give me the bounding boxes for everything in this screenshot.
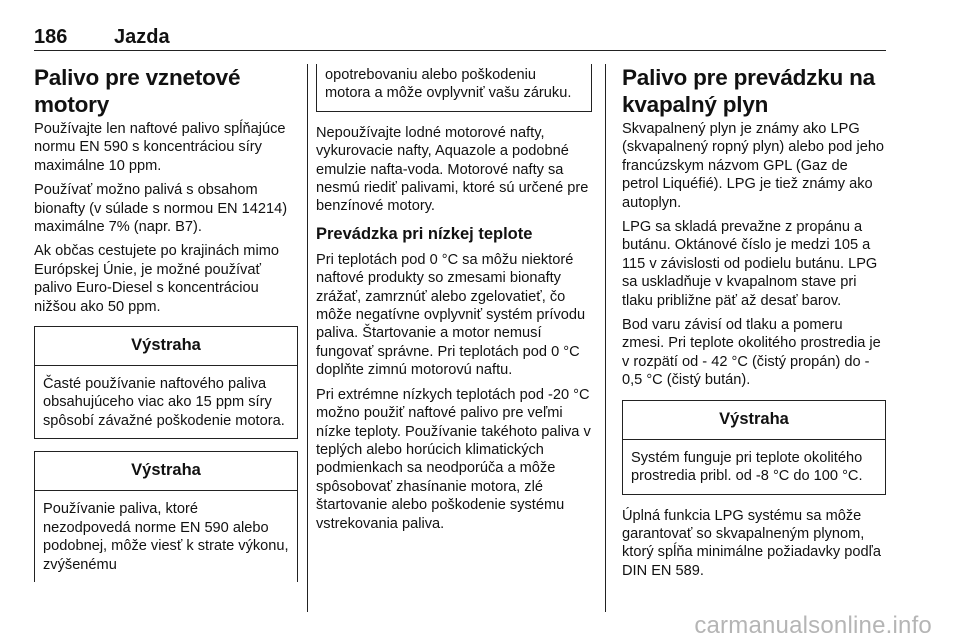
column-3: [622, 64, 886, 586]
lpg-fuel-heading: Palivo pre prevádzku na kvapalný plyn: [622, 65, 875, 117]
paragraph: Používať možno palivá s obsahom bionafty (v súlade s normou EN 14214) maximálne 7% (napr. B7).: [34, 182, 288, 236]
low-temperature-heading: Prevádzka pri nízkej teplote: [316, 224, 533, 243]
warning-title: Výstraha: [35, 327, 297, 366]
column-divider-1: [307, 64, 308, 612]
page-number: 186: [34, 26, 68, 48]
warning-box-sulfur: [34, 326, 298, 439]
page-header: [34, 26, 886, 51]
section-title: Jazda: [114, 26, 170, 48]
paragraph: Bod varu závisí od tlaku a pomeru zmesi. Pri teplote okolitého prostredia je v rozpätí od - 42 °C (čistý propán) do - 0,5 °C (čistý bután).: [622, 317, 881, 389]
column-2: [316, 64, 592, 539]
column-1: [34, 64, 298, 582]
warning-title: Výstraha: [35, 452, 297, 491]
warning-box-continued: [316, 64, 592, 112]
paragraph: Nepoužívajte lodné motorové nafty, vykurovacie nafty, Aquazole a podobné emulzie nafta-voda. Motorové nafty sa nesmú riediť palivami, ktoré sú určené pre benzínové motory.: [316, 124, 589, 215]
paragraph: Používajte len naftové palivo spĺňajúce normu EN 590 s koncentráciou síry maximálne 10 ppm.: [34, 121, 286, 174]
warning-text: Systém funguje pri teplote okolitého prostredia pribl. od -8 °C do 100 °C.: [631, 449, 863, 485]
warning-text: Časté používanie naftového paliva obsahujúceho viac ako 15 ppm síry spôsobí závažné poškodenie motora.: [43, 376, 285, 429]
warning-text: opotrebovaniu alebo poškodeniu motora a môže ovplyvniť vašu záruku.: [325, 67, 572, 102]
warning-box-lpg: [622, 400, 886, 495]
watermark: carmanualsonline.info: [694, 612, 932, 639]
warning-title: Výstraha: [623, 401, 885, 440]
warning-box-en590: [34, 451, 298, 582]
diesel-fuel-heading: Palivo pre vznetové motory: [34, 65, 241, 117]
paragraph: Pri extrémne nízkych teplotách pod -20 °C možno použiť naftové palivo pre veľmi nízke teploty. Používanie takéhoto paliva v teplých alebo horúcich klimatických podmienkach sa neodporúča a môže spôsobovať zhasínanie motora, zlé štartovanie alebo poškodenie systému vstrekovania paliva.: [316, 386, 591, 532]
paragraph: Úplná funkcia LPG systému sa môže garantovať so skvapalneným plynom, ktorý spĺňa minimálne požiadavky podľa DIN EN 589.: [622, 507, 881, 579]
warning-text: Používanie paliva, ktoré nezodpovedá norme EN 590 alebo podobnej, môže viesť k strate výkonu, zvýšenému: [43, 501, 289, 573]
paragraph: Ak občas cestujete po krajinách mimo Európskej Únie, je možné používať palivo Euro-Diesel s koncentráciou nižšou ako 50 ppm.: [34, 243, 279, 315]
paragraph: Pri teplotách pod 0 °C sa môžu niektoré naftové produkty so zmesami bionafty zrážať, zamrznúť alebo zgelovatieť, čo môže negatívne ovplyvniť systém prívodu paliva. Štartovanie a motor nemusí fungovať správne. Pri teplotách pod 0 °C doplňte zimnú motorovú naftu.: [316, 251, 586, 379]
column-divider-2: [605, 64, 606, 612]
paragraph: Skvapalnený plyn je známy ako LPG (skvapalnený ropný plyn) alebo pod jeho francúzskym názvom GPL (Gaz de petrol Liquéfié). LPG je tiež známy ako autoplyn.: [622, 121, 885, 211]
paragraph: LPG sa skladá prevažne z propánu a butánu. Oktánové číslo je medzi 105 a 115 v závislosti od podielu butánu. LPG sa uskladňuje v kvapalnom stave pri tlaku približne päť až desať barov.: [622, 219, 878, 309]
